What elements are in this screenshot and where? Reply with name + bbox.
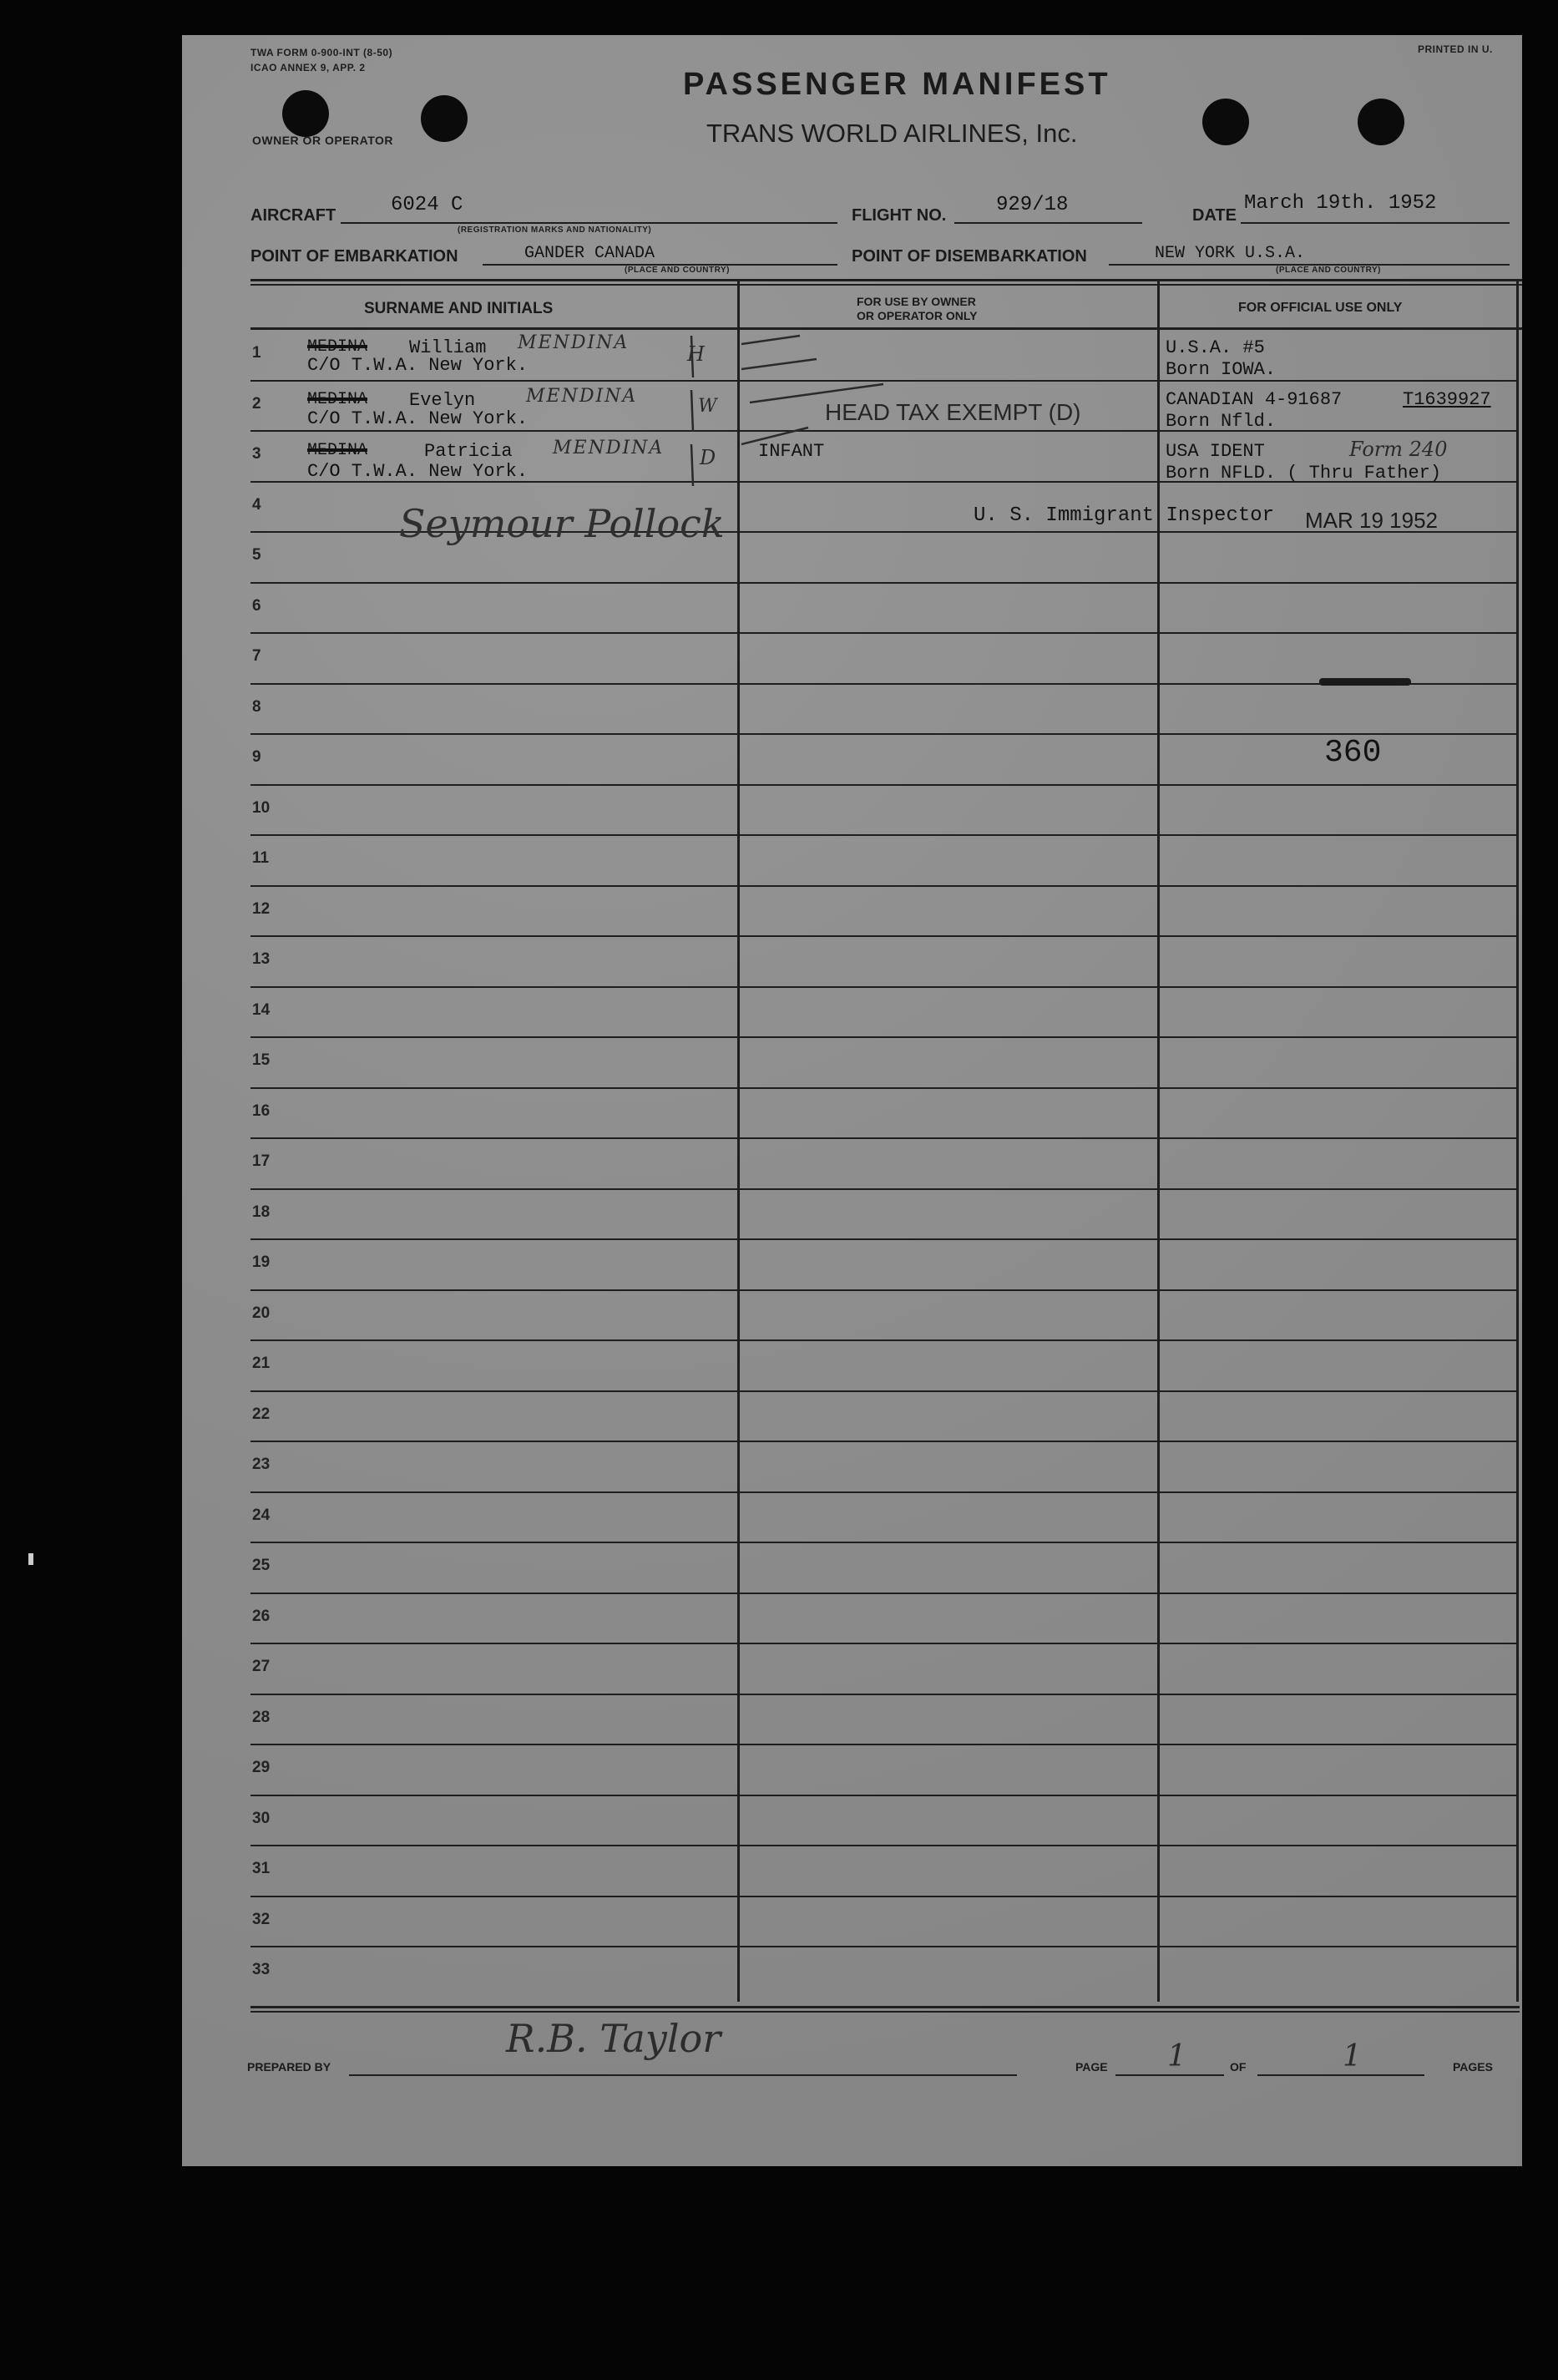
- row-number: 26: [252, 1608, 271, 1625]
- table-bottom-rule: [250, 2006, 1520, 2008]
- passenger-3-official-2: Born NFLD. ( Thru Father): [1166, 463, 1442, 484]
- date-underline: [1241, 222, 1510, 224]
- row-rule: [250, 1795, 1518, 1796]
- passenger-1-address: C/O T.W.A. New York.: [307, 355, 529, 376]
- row-number: 25: [252, 1557, 271, 1574]
- row-rule: [250, 935, 1518, 937]
- row-number: 23: [252, 1456, 271, 1473]
- prepared-by-underline: [349, 2074, 1017, 2076]
- flight-no-value: 929/18: [996, 194, 1069, 216]
- embarkation-note: (PLACE AND COUNTRY): [625, 266, 730, 275]
- printed-note: PRINTED IN U.: [1418, 43, 1493, 55]
- row-number: 9: [252, 748, 261, 766]
- row-number: 7: [252, 647, 261, 665]
- row-number: 11: [252, 849, 270, 867]
- row-number: 20: [252, 1304, 271, 1322]
- row-rule: [250, 1137, 1518, 1139]
- form-annex: ICAO ANNEX 9, APP. 2: [250, 62, 366, 73]
- owner-column-header-2: OR OPERATOR ONLY: [857, 309, 978, 322]
- passenger-3-official-1b: Form 240: [1349, 438, 1448, 461]
- surname-column-header: SURNAME AND INITIALS: [364, 300, 554, 317]
- passenger-1-official-1: U.S.A. #5: [1166, 337, 1265, 358]
- passenger-2-first-name: Evelyn: [409, 390, 476, 411]
- row-number: 24: [252, 1506, 271, 1524]
- passenger-2-address: C/O T.W.A. New York.: [307, 408, 529, 429]
- registration-note: (REGISTRATION MARKS AND NATIONALITY): [458, 225, 652, 235]
- row-rule: [250, 632, 1518, 634]
- passenger-2-handwritten-surname: MENDINA: [526, 386, 638, 407]
- disembarkation-note: (PLACE AND COUNTRY): [1276, 266, 1381, 275]
- row-number: 29: [252, 1759, 271, 1776]
- embarkation-value: GANDER CANADA: [524, 244, 655, 263]
- row-rule: [250, 1036, 1518, 1038]
- passenger-3-owner-note: INFANT: [758, 441, 825, 462]
- passenger-1-official-2: Born IOWA.: [1166, 359, 1277, 380]
- row-number: 31: [252, 1860, 271, 1877]
- passenger-1-mark: H: [687, 342, 705, 366]
- row-rule: [250, 834, 1518, 836]
- passenger-3-struck-surname: MEDINA: [307, 441, 368, 460]
- row-number: 13: [252, 950, 271, 968]
- passenger-2-official-1: CANADIAN 4-91687: [1166, 389, 1343, 410]
- of-label: OF: [1230, 2060, 1247, 2074]
- row-rule: [250, 885, 1518, 887]
- row-rule: [250, 1896, 1518, 1897]
- airline-name: TRANS WORLD AIRLINES, Inc.: [706, 119, 1078, 148]
- punch-hole: [282, 90, 329, 137]
- manifest-title: PASSENGER MANIFEST: [683, 67, 1111, 102]
- official-column-header: FOR OFFICIAL USE ONLY: [1238, 301, 1403, 315]
- row-number: 18: [252, 1203, 271, 1221]
- inspection-stamp-date: MAR 19 1952: [1305, 508, 1438, 533]
- owner-column-header-1: FOR USE BY OWNER: [857, 295, 976, 308]
- row-rule: [250, 1643, 1518, 1644]
- table-top-rule-2: [250, 284, 1522, 286]
- row-number: 6: [252, 597, 261, 615]
- row-rule: [250, 1542, 1518, 1543]
- manifest-sheet: [182, 35, 1522, 2166]
- page-total: 1: [1343, 2039, 1362, 2074]
- row-number: 21: [252, 1355, 271, 1372]
- check-marks: [683, 319, 1034, 503]
- flight-no-underline: [954, 222, 1142, 224]
- passenger-3-address: C/O T.W.A. New York.: [307, 461, 529, 482]
- row-number: 28: [252, 1709, 271, 1726]
- row-rule: [250, 1188, 1518, 1190]
- row-rule: [250, 1441, 1518, 1442]
- passenger-2-official-2: Born Nfld.: [1166, 411, 1277, 432]
- row-number: 15: [252, 1051, 271, 1069]
- passenger-1-handwritten-surname: MENDINA: [518, 332, 630, 353]
- page-underline: [1115, 2074, 1224, 2076]
- row-number: 19: [252, 1253, 271, 1271]
- passenger-2-struck-surname: MEDINA: [307, 390, 368, 409]
- row-rule: [250, 1491, 1518, 1493]
- of-underline: [1257, 2074, 1424, 2076]
- margin-speck: [28, 1553, 33, 1565]
- row-rule: [250, 1339, 1518, 1341]
- date-label: DATE: [1192, 206, 1237, 225]
- ink-dash: [1319, 678, 1411, 686]
- row-rule: [250, 1390, 1518, 1392]
- pages-label: PAGES: [1453, 2060, 1493, 2074]
- row-rule: [250, 986, 1518, 988]
- disembarkation-label: POINT OF DISEMBARKATION: [852, 247, 1087, 266]
- row-rule: [250, 1593, 1518, 1594]
- punch-hole: [421, 95, 468, 142]
- row-rule: [250, 1289, 1518, 1291]
- row-number: 12: [252, 900, 271, 918]
- row-rule: [250, 1946, 1518, 1947]
- aircraft-label: AIRCRAFT: [250, 206, 336, 225]
- passenger-2-official-1b: T1639927: [1403, 389, 1491, 410]
- flight-no-label: FLIGHT NO.: [852, 206, 947, 225]
- row-rule: [250, 1694, 1518, 1695]
- row-number: 2: [252, 395, 261, 413]
- row-number: 30: [252, 1810, 271, 1827]
- row-number: 5: [252, 546, 261, 564]
- inspector-signature: Seymour Pollock: [399, 501, 725, 546]
- page-label: PAGE: [1075, 2060, 1108, 2074]
- aircraft-underline: [341, 222, 837, 224]
- row-number: 17: [252, 1152, 271, 1170]
- row-rule: [250, 582, 1518, 584]
- row-number: 4: [252, 496, 261, 514]
- row-rule: [250, 1087, 1518, 1089]
- row-number: 10: [252, 799, 271, 817]
- row-rule: [250, 1238, 1518, 1240]
- passenger-3-handwritten-surname: MENDINA: [553, 438, 665, 458]
- prepared-by-label: PREPARED BY: [247, 2060, 331, 2074]
- punch-hole: [1358, 99, 1404, 145]
- row-rule: [250, 1845, 1518, 1846]
- passenger-3-first-name: Patricia: [424, 441, 513, 462]
- disembarkation-value: NEW YORK U.S.A.: [1155, 244, 1306, 263]
- aircraft-value: 6024 C: [391, 194, 463, 216]
- row-rule: [250, 1744, 1518, 1745]
- prepared-by-signature: R.B. Taylor: [506, 2016, 721, 2061]
- row-rule: [250, 784, 1518, 786]
- row-number: 8: [252, 698, 261, 716]
- page-number: 1: [1167, 2039, 1186, 2074]
- row-number: 27: [252, 1658, 271, 1675]
- passenger-2-mark: W: [698, 396, 717, 417]
- table-bottom-rule-2: [250, 2011, 1520, 2013]
- row-number: 32: [252, 1911, 271, 1928]
- head-tax-exempt-stamp: HEAD TAX EXEMPT (D): [825, 399, 1081, 425]
- row-number: 33: [252, 1961, 271, 1978]
- passenger-3-official-1: USA IDENT: [1166, 441, 1265, 462]
- row-number: 14: [252, 1001, 271, 1019]
- record-number: 360: [1324, 735, 1382, 771]
- owner-label: OWNER OR OPERATOR: [252, 134, 393, 147]
- form-code: TWA FORM 0-900-INT (8-50): [250, 47, 393, 58]
- passenger-1-first-name: William: [409, 337, 487, 358]
- date-value: March 19th. 1952: [1244, 192, 1437, 215]
- row-number: 16: [252, 1102, 271, 1120]
- row-number: 1: [252, 344, 261, 362]
- punch-hole: [1202, 99, 1249, 145]
- passenger-3-mark: D: [700, 446, 716, 469]
- row-number: 3: [252, 445, 261, 463]
- table-top-rule: [250, 279, 1522, 281]
- row-number: 22: [252, 1405, 271, 1423]
- passenger-1-struck-surname: MEDINA: [307, 337, 368, 357]
- inspector-title: U. S. Immigrant Inspector: [974, 504, 1275, 527]
- embarkation-label: POINT OF EMBARKATION: [250, 247, 458, 266]
